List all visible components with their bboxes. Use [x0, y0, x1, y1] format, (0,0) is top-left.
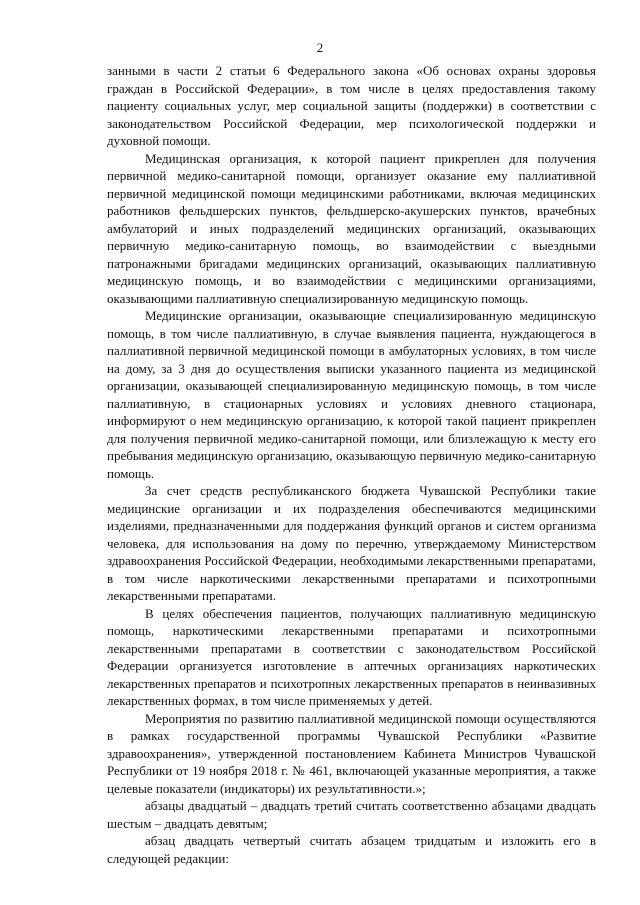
paragraph-republican-budget: За счет средств республиканского бюджета Чувашской Республики такие медицинские организации и их подразделения обеспечиваются медицинскими изделиями, предназначенными для поддержания функций органов и систем организма человека, для использования на дому по перечню, утверждаемому Министерством здравоохранения Российской Федерации, необходимыми лекарственными препаратами, в том числе наркотическими лекарственными препаратами и психотропными лекарственными препаратами.	[107, 483, 596, 603]
paragraph-specialized-care-organizations: Медицинские организации, оказывающие специализированную медицинскую помощь, в том числе паллиативную, в случае выявления пациента, нуждающегося в паллиативной первичной медицинской помощи в амбулаторных условиях, в том числе на дому, за 3 дня до осуществления выписки указанного пациента из медицинской организации, оказывающей специализированную медицинскую помощь, в том числе паллиативную, в стационарных условиях и условиях дневного стационара, информируют о нем медицинскую организацию, к которой такой пациент прикреплен для получения первичной медико-санитарной помощи, или близлежащую к месту его пребывания медицинскую организацию, оказывающую первичную медико-санитарную помощь.	[107, 308, 596, 481]
paragraph-renumbering: абзацы двадцатый – двадцать третий считать соответственно абзацами двадцать шестым – двадцать девятым;	[107, 798, 596, 831]
paragraph-new-edition: абзац двадцать четвертый считать абзацем тридцатым и изложить его в следующей редакции:	[107, 833, 596, 866]
paragraph-primary-care-organization: Медицинская организация, к которой пациент прикреплен для получения первичной медико-санитарной помощи, организует оказание ему паллиативной первичной медицинской помощи медицинскими работниками, включая медицинских работников фельдшерских пунктов, фельдшерско-акушерских пунктов, врачебных амбулаторий и иных подразделений медицинских организаций, оказывающих первичную медико-санитарную помощь, во взаимодействии с выездными патронажными бригадами медицинских организаций, оказывающих паллиативную медицинскую помощь, и во взаимодействии с медицинскими организациями, оказывающими паллиативную специализированную медицинскую помощь.	[107, 150, 596, 306]
page-number: 2	[316, 40, 324, 55]
document-body	[107, 62, 596, 867]
paragraph-narcotic-drugs: В целях обеспечения пациентов, получающих паллиативную медицинскую помощь, наркотическими лекарственными препаратами и психотропными лекарственными препаратами в соответствии с законодательством Российской Федерации организуется изготовление в аптечных организациях наркотических лекарственных препаратов и психотропных лекарственных препаратов в неинвазивных лекарственных формах, в том числе применяемых у детей.	[107, 605, 596, 708]
paragraph-state-program: Мероприятия по развитию паллиативной медицинской помощи осуществляются в рамках государственной программы Чувашской Республики «Развитие здравоохранения», утвержденной постановлением Кабинета Министров Чувашской Республики от 19 ноября 2018 г. № 461, включающей указанные мероприятия, а также целевые показатели (индикаторы) их результативности.»;	[107, 710, 596, 796]
paragraph-continuation: занными в части 2 статьи 6 Федерального закона «Об основах охраны здоровья граждан в Российской Федерации», в том числе в целях предоставления такому пациенту социальных услуг, мер социальной защиты (поддержки) в соответствии с законодательством Российской Федерации, мер психологической поддержки и духовной помощи.	[107, 63, 596, 148]
